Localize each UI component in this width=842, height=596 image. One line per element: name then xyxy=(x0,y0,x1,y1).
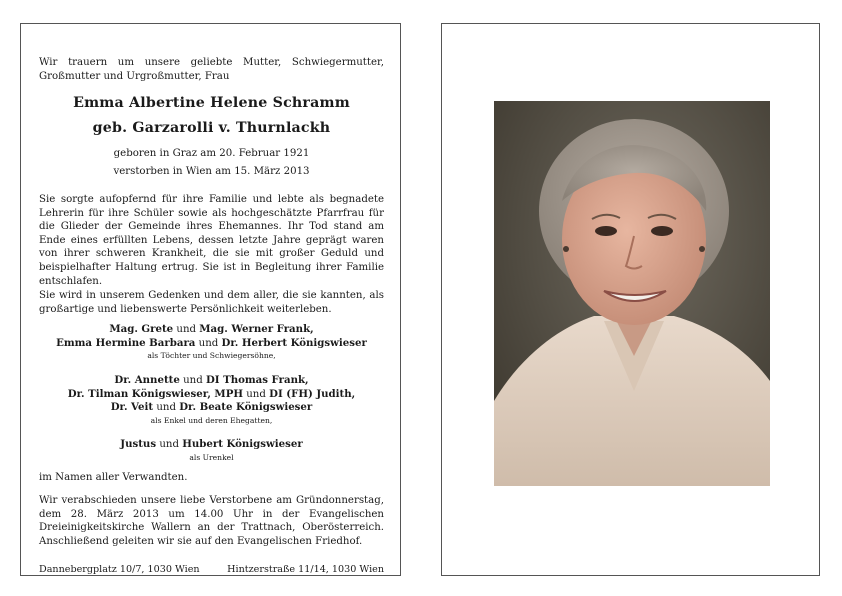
photo-card xyxy=(441,23,820,576)
great-grandchildren-caption: als Urenkel xyxy=(189,452,234,462)
obituary-card xyxy=(20,23,401,576)
great-grandchildren-names xyxy=(39,438,384,464)
relatives-text: im Namen aller Verwandten. xyxy=(39,472,188,483)
grandchildren-line-2: Dr. Tilman Königswieser, MPH und DI (FH) Judith, xyxy=(67,387,356,400)
address-footer xyxy=(39,564,384,575)
deceased-name: Emma Albertine Helene Schramm xyxy=(73,95,350,111)
children-line-1: Mag. Grete und Mag. Werner Frank, xyxy=(109,323,314,335)
portrait-photo xyxy=(494,101,770,486)
grandchildren-line-1: Dr. Annette und DI Thomas Frank, xyxy=(114,374,309,386)
children-names xyxy=(39,323,384,362)
address-left: Dannebergplatz 10/7, 1030 Wien xyxy=(39,564,200,575)
biography-text: Sie sorgte aufopfernd für ihre Familie und lebte als begnadete Lehrerin für ihre Schüler sowie als hochgeschätzte Pfarrfrau für die Glieder der Gemeinde ihres Ehemannes. Ihr Tod stand am Ende eines erfüllten Lebens, dessen letzte Jahre geprägt waren von ihrer schweren Krankheit, die sie mit großer Geduld und beispielhafter Haltung ertrug. Sie ist in Begleitung ihrer Familie entschlafen. xyxy=(39,194,384,287)
children-line-2: Emma Hermine Barbara und Dr. Herbert Königswieser xyxy=(56,336,367,349)
grandchildren-names xyxy=(39,374,384,427)
birth-info: geboren in Graz am 20. Februar 1921 xyxy=(113,148,310,159)
birth-name: geb. Garzarolli v. Thurnlackh xyxy=(92,120,331,136)
grandchildren-caption: als Enkel und deren Ehegatten, xyxy=(150,415,273,425)
children-caption: als Töchter und Schwiegersöhne, xyxy=(147,351,276,361)
death-info: verstorben in Wien am 15. März 2013 xyxy=(113,166,310,177)
great-grandchildren-line-1: Justus und Hubert Königswieser xyxy=(120,438,303,450)
portrait-image xyxy=(494,101,770,486)
intro-text: Wir trauern um unsere geliebte Mutter, Schwiegermutter, Großmutter und Urgroßmutter, Frau xyxy=(39,57,384,82)
grandchildren-line-3: Dr. Veit und Dr. Beate Königswieser xyxy=(110,401,313,414)
funeral-text: Wir verabschieden unsere liebe Verstorbene am Gründonnerstag, dem 28. März 2013 um 14.00 Uhr in der Evangelischen Dreieinigkeitskirche Wallern an der Trattnach, Oberösterreich. Anschließend geleiten wir sie auf den Evangelischen Friedhof. xyxy=(39,495,384,547)
address-right: Hintzerstraße 11/14, 1030 Wien xyxy=(227,564,384,575)
remembrance-text: Sie wird in unserem Gedenken und dem aller, die sie kannten, als großartige und liebenswerte Persönlichkeit weiterleben. xyxy=(39,290,384,315)
